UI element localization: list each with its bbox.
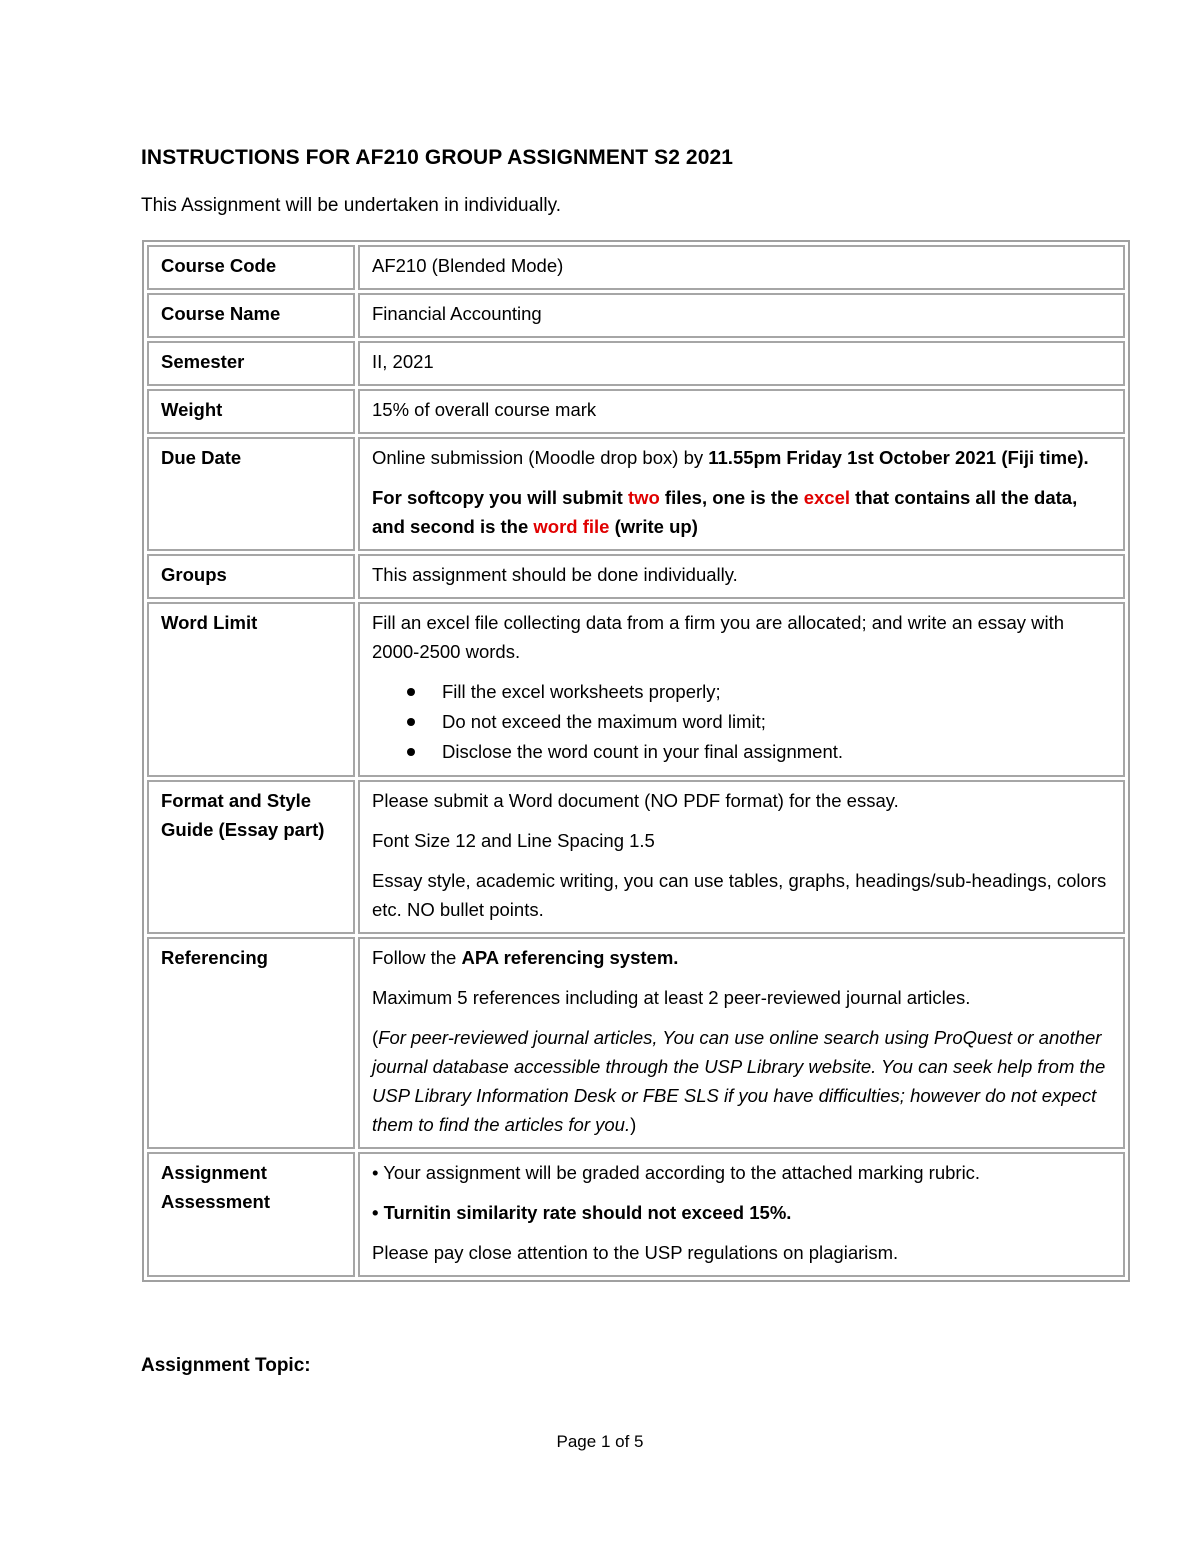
due-date-deadline: 11.55pm Friday 1st October 2021 (Fiji time).: [708, 447, 1089, 468]
word-limit-text: Fill an excel file collecting data from a firm you are allocated; and write an essay with 2000-2500 words.: [372, 612, 1065, 662]
document-title: INSTRUCTIONS FOR AF210 GROUP ASSIGNMENT S2 2021: [141, 146, 734, 169]
assignment-topic-heading: Assignment Topic:: [141, 1355, 311, 1376]
softcopy-text: (write up): [609, 516, 698, 537]
assessment-paragraph: • Turnitin similarity rate should not exceed 15%.: [372, 1202, 792, 1223]
row-label: Format and Style Guide (Essay part): [147, 780, 355, 934]
bullet-text: Disclose the word count in your final assignment.: [442, 741, 844, 762]
row-value: Financial Accounting: [358, 293, 1125, 338]
row-label: Word Limit: [147, 602, 355, 777]
row-value: AF210 (Blended Mode): [358, 245, 1125, 290]
table-row-groups: [147, 554, 1125, 599]
highlight-word-file: word file: [533, 516, 610, 537]
page-footer: Page 1 of 5: [556, 1432, 644, 1451]
row-value: [358, 437, 1125, 551]
table-row-semester: [147, 341, 1125, 386]
row-label: Due Date: [147, 437, 355, 551]
table-row-course-code: [147, 245, 1125, 290]
softcopy-text: that contains all the data, and second is the: [372, 487, 1078, 537]
assessment-paragraph: Please pay close attention to the USP regulations on plagiarism.: [372, 1242, 899, 1263]
table-row-word-limit: [147, 602, 1125, 777]
bullet-text: Fill the excel worksheets properly;: [442, 681, 721, 702]
table-row-assessment: [147, 1152, 1125, 1277]
row-label: Semester: [147, 341, 355, 386]
list-item: [372, 707, 1111, 737]
table-row-due-date: [147, 437, 1125, 551]
referencing-text: Follow the: [372, 947, 462, 968]
referencing-note-text: For peer-reviewed journal articles, You can use online search using ProQuest or another journal database accessible through the USP Library website. You can seek help from the USP Library Information Desk or FBE SLS if you have difficulties; however do not expect them to find the articles for you.: [372, 1027, 1106, 1135]
softcopy-text: files, one is the: [659, 487, 804, 508]
bullet-text: Do not exceed the maximum word limit;: [442, 711, 766, 732]
highlight-excel: excel: [803, 487, 851, 508]
row-value: 15% of overall course mark: [358, 389, 1125, 434]
row-label: Assignment Assessment: [147, 1152, 355, 1277]
softcopy-text: For softcopy you will submit: [372, 487, 628, 508]
intro-text: This Assignment will be undertaken in individually.: [141, 195, 561, 216]
due-date-paragraph: [372, 443, 1111, 472]
bullet-icon: [407, 688, 415, 696]
row-label: Referencing: [147, 937, 355, 1149]
row-value: II, 2021: [358, 341, 1125, 386]
softcopy-paragraph: [372, 483, 1111, 541]
row-value: [358, 937, 1125, 1149]
apa-system: APA referencing system.: [461, 947, 679, 968]
list-item: [372, 737, 1111, 767]
format-paragraph: Please submit a Word document (NO PDF format) for the essay.: [372, 790, 899, 811]
assignment-info-table: [142, 240, 1130, 1282]
referencing-note: [372, 1023, 1111, 1139]
due-date-text: Online submission (Moodle drop box) by: [372, 447, 709, 468]
row-value: [358, 1152, 1125, 1277]
referencing-paragraph: [372, 943, 1111, 972]
table-row-format: [147, 780, 1125, 934]
assessment-paragraph: • Your assignment will be graded according to the attached marking rubric.: [372, 1162, 981, 1183]
highlight-two: two: [627, 487, 660, 508]
word-limit-bullets: [372, 677, 1111, 767]
referencing-paragraph: Maximum 5 references including at least 2 peer-reviewed journal articles.: [372, 987, 971, 1008]
row-label: Groups: [147, 554, 355, 599]
table-row-course-name: [147, 293, 1125, 338]
row-label: Course Name: [147, 293, 355, 338]
row-value: [358, 602, 1125, 777]
paren-close: ): [630, 1114, 637, 1135]
format-paragraph: Essay style, academic writing, you can use tables, graphs, headings/sub-headings, colors etc. NO bullet points.: [372, 870, 1107, 920]
bullet-icon: [407, 748, 415, 756]
row-value: [358, 780, 1125, 934]
format-paragraph: Font Size 12 and Line Spacing 1.5: [372, 830, 655, 851]
table-row-weight: [147, 389, 1125, 434]
row-label: Course Code: [147, 245, 355, 290]
table-row-referencing: [147, 937, 1125, 1149]
row-label: Weight: [147, 389, 355, 434]
row-value: This assignment should be done individually.: [358, 554, 1125, 599]
bullet-icon: [407, 718, 415, 726]
paren-open: (: [372, 1027, 379, 1048]
list-item: [372, 677, 1111, 707]
